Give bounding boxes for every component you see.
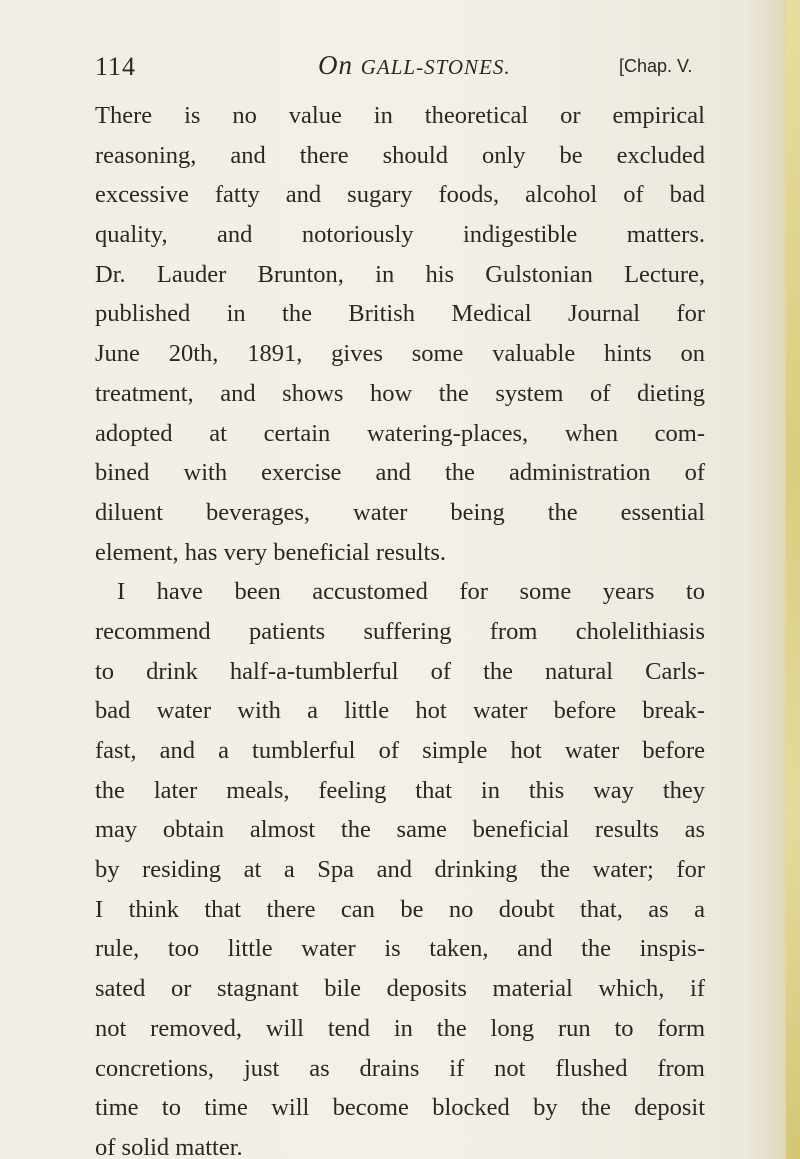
text-line: bad water with a little hot water before break- <box>95 697 705 725</box>
text-line: to drink half-a-tumblerful of the natural Carls- <box>95 657 705 685</box>
text-line: excessive fatty and sugary foods, alcohol of bad <box>95 181 705 209</box>
text-line: time to time will become blocked by the deposit <box>95 1094 705 1122</box>
text-line: rule, too little water is taken, and the inspis- <box>95 935 705 963</box>
running-title <box>318 50 511 81</box>
text-line: quality, and notoriously indigestible matters. <box>95 221 705 249</box>
text-line: reasoning, and there should only be excluded <box>95 141 705 169</box>
page-number: 114 <box>95 52 137 81</box>
text-line: published in the British Medical Journal for <box>95 300 705 328</box>
text-line: element, has very beneficial results. <box>95 538 447 566</box>
page-edge-tint <box>786 0 800 1159</box>
chapter-mark: [Chap. V. <box>619 56 693 76</box>
text-line: by residing at a Spa and drinking the water; for <box>95 856 705 884</box>
text-line: not removed, will tend in the long run to form <box>95 1014 705 1042</box>
text-line: Dr. Lauder Brunton, in his Gulstonian Lecture, <box>95 260 705 288</box>
text-line: may obtain almost the same beneficial results as <box>95 816 705 844</box>
text-line: the later meals, feeling that in this way they <box>95 776 705 804</box>
running-title-subject: GALL-STONES. <box>360 55 511 79</box>
text-line: fast, and a tumblerful of simple hot water before <box>95 737 705 764</box>
text-line: I think that there can be no doubt that, as a <box>95 895 705 923</box>
text-line: adopted at certain watering-places, when com- <box>95 419 705 447</box>
text-line: of solid matter. <box>95 1133 243 1159</box>
text-line: There is no value in theoretical or empirical <box>95 102 705 129</box>
running-title-on: On <box>318 50 353 80</box>
text-line: I have been accustomed for some years to <box>117 578 705 606</box>
running-head <box>95 52 705 92</box>
text-line: bined with exercise and the administration of <box>95 459 705 487</box>
text-line: diluent beverages, water being the essential <box>95 498 705 526</box>
text-line: sated or stagnant bile deposits material which, if <box>95 975 705 1003</box>
text-line: concretions, just as drains if not flushed from <box>95 1054 705 1082</box>
text-line: June 20th, 1891, gives some valuable hints on <box>95 340 705 368</box>
text-line: recommend patients suffering from cholelithiasis <box>95 617 705 645</box>
text-line: treatment, and shows how the system of dieting <box>95 379 705 407</box>
body-text <box>95 96 705 1159</box>
